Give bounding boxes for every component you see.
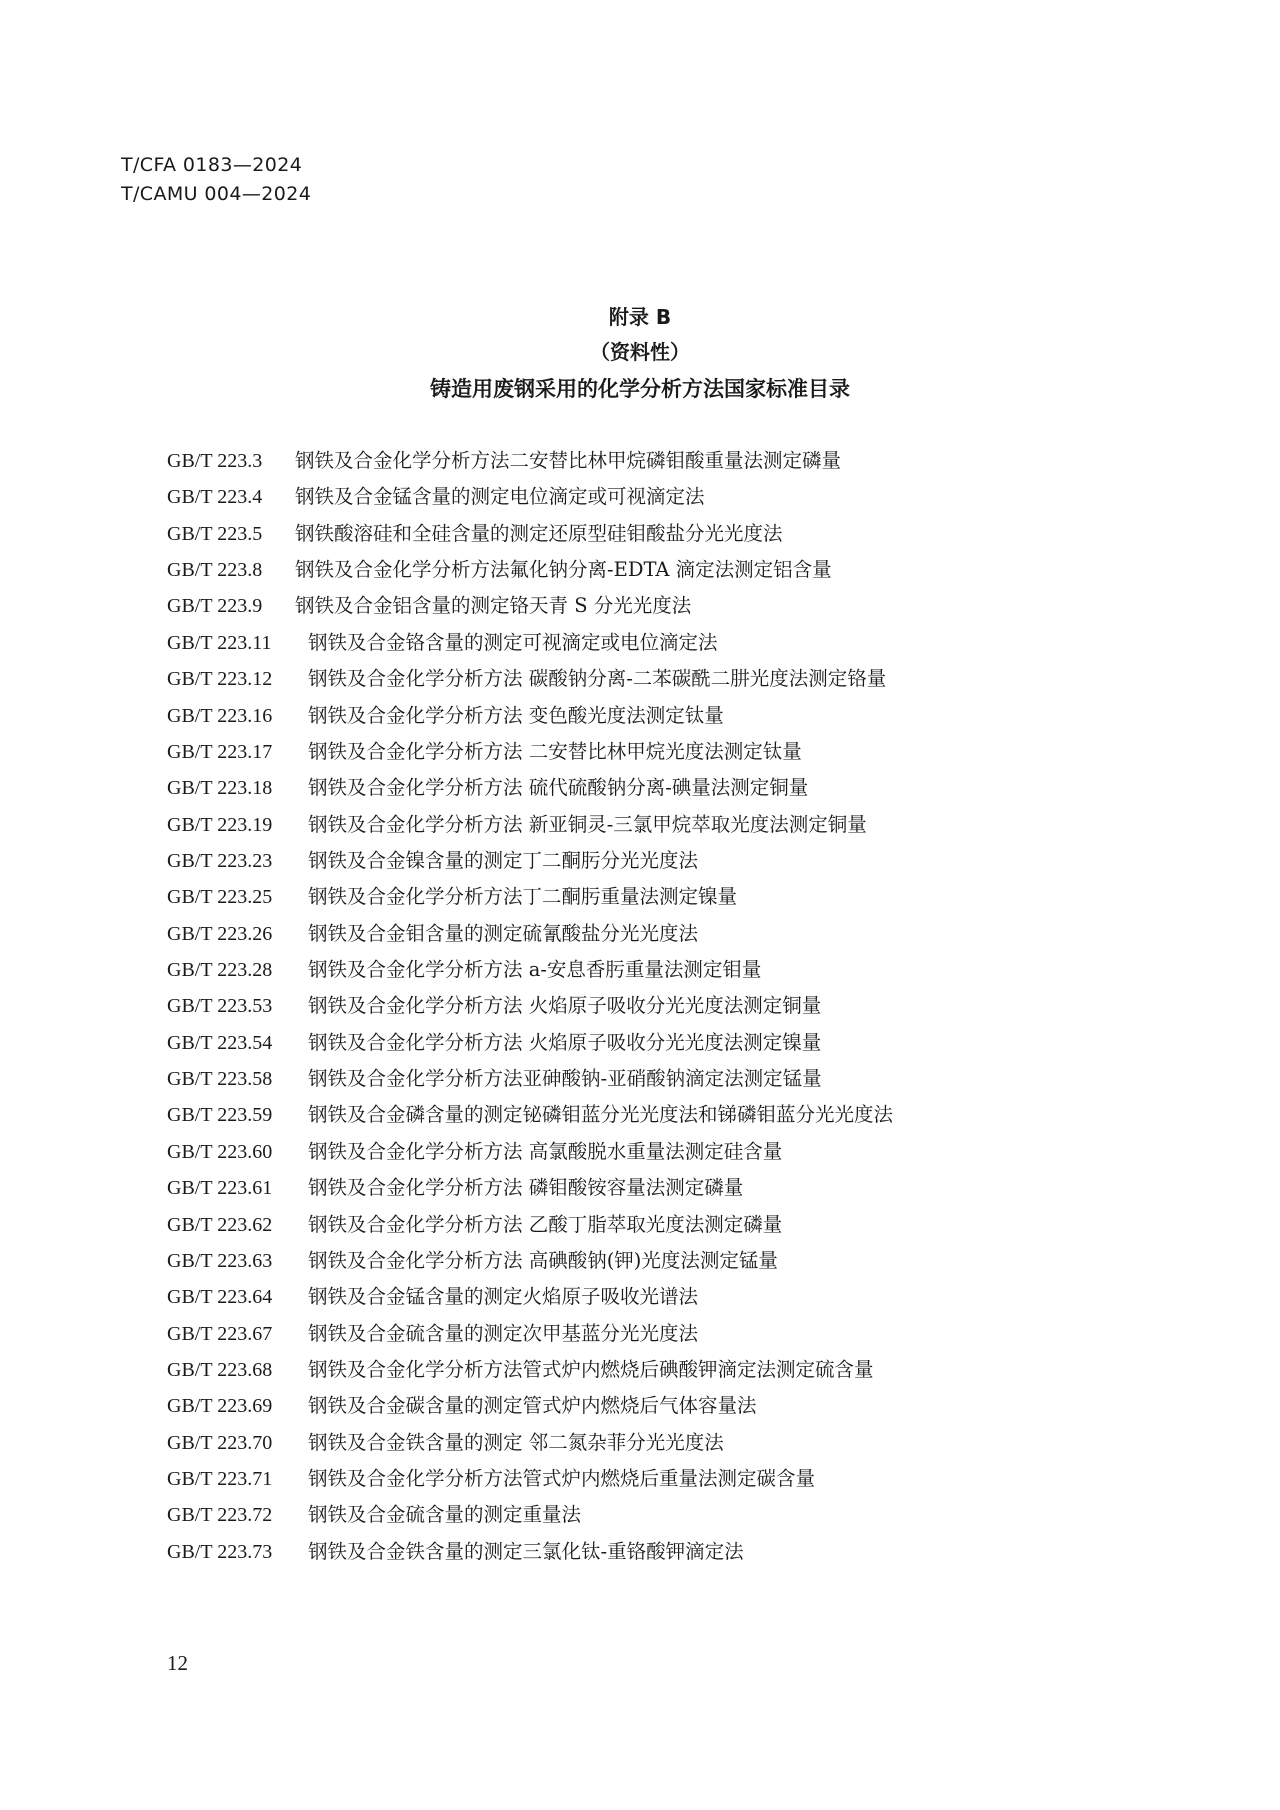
standard-entry <box>167 1279 893 1315</box>
standard-number: GB/T 223.23 <box>167 849 273 872</box>
standard-code-cfa: T/CFA 0183—2024 <box>121 154 303 176</box>
standard-title: 钢铁及合金化学分析方法二安替比林甲烷磷钼酸重量法测定磷量 <box>295 449 842 472</box>
standard-title: 钢铁及合金钼含量的测定硫氰酸盐分光光度法 <box>308 921 699 945</box>
standard-number: GB/T 223.12 <box>167 668 273 691</box>
standard-number: GB/T 223.61 <box>167 1177 273 1200</box>
standard-number: GB/T 223.69 <box>167 1395 273 1418</box>
standard-title: 钢铁及合金化学分析方法 变色酸光度法测定钛量 <box>308 703 724 727</box>
standard-entry <box>167 1461 893 1497</box>
standard-entry <box>167 1316 893 1352</box>
standard-entry <box>167 1243 893 1279</box>
standard-entry <box>167 698 893 734</box>
standard-number: GB/T 223.62 <box>167 1213 273 1236</box>
standard-number: GB/T 223.5 <box>167 522 263 545</box>
standard-entry <box>167 1061 893 1097</box>
standard-title: 钢铁及合金化学分析方法 硫代硫酸钠分离-碘量法测定铜量 <box>308 776 809 800</box>
standard-number: GB/T 223.9 <box>167 595 263 618</box>
standard-title: 钢铁及合金化学分析方法管式炉内燃烧后重量法测定碳含量 <box>308 1467 816 1491</box>
standard-entry <box>167 1025 893 1061</box>
standard-title: 钢铁及合金铝含量的测定铬天青 S 分光光度法 <box>295 594 692 618</box>
standard-number: GB/T 223.19 <box>167 813 273 836</box>
standard-number: GB/T 223.53 <box>167 995 273 1018</box>
page-number: 12 <box>167 1651 188 1675</box>
standard-entry <box>167 661 893 697</box>
standard-number: GB/T 223.58 <box>167 1068 273 1091</box>
standard-number: GB/T 223.64 <box>167 1286 273 1309</box>
standard-title: 钢铁及合金化学分析方法 火焰原子吸收分光光度法测定铜量 <box>308 994 822 1018</box>
standard-number: GB/T 223.11 <box>167 631 272 654</box>
standard-title: 钢铁及合金铁含量的测定 邻二氮杂菲分光光度法 <box>308 1430 724 1454</box>
standard-number: GB/T 223.72 <box>167 1504 273 1527</box>
standard-title: 钢铁及合金硫含量的测定重量法 <box>308 1503 582 1527</box>
standard-title: 钢铁及合金化学分析方法 高碘酸钠(钾)光度法测定锰量 <box>308 1248 778 1272</box>
standard-number: GB/T 223.54 <box>167 1031 273 1054</box>
standard-number: GB/T 223.59 <box>167 1104 273 1127</box>
standard-number: GB/T 223.28 <box>167 959 273 982</box>
standard-entry <box>167 1352 893 1388</box>
standard-number: GB/T 223.3 <box>167 450 263 472</box>
standard-title: 钢铁及合金化学分析方法亚砷酸钠-亚硝酸钠滴定法测定锰量 <box>308 1067 822 1091</box>
standard-number: GB/T 223.17 <box>167 740 273 763</box>
standard-title: 钢铁及合金化学分析方法 新亚铜灵-三氯甲烷萃取光度法测定铜量 <box>308 812 867 836</box>
standard-entry <box>167 952 893 988</box>
standard-title: 钢铁及合金化学分析方法 乙酸丁脂萃取光度法测定磷量 <box>308 1212 783 1236</box>
standard-number: GB/T 223.67 <box>167 1322 273 1345</box>
standard-number: GB/T 223.73 <box>167 1540 273 1563</box>
standard-number: GB/T 223.18 <box>167 777 273 800</box>
standard-entry <box>167 1170 893 1206</box>
standard-title: 钢铁及合金化学分析方法氟化钠分离-EDTA 滴定法测定铝含量 <box>295 558 832 582</box>
standard-entry <box>167 734 893 770</box>
standard-title: 钢铁及合金化学分析方法 火焰原子吸收分光光度法测定镍量 <box>308 1030 822 1054</box>
standard-entry <box>167 516 893 552</box>
standard-entry <box>167 588 893 624</box>
standard-title: 钢铁及合金碳含量的测定管式炉内燃烧后气体容量法 <box>308 1394 757 1418</box>
standard-entry <box>167 1388 893 1424</box>
standard-entry <box>167 988 893 1024</box>
standard-entry <box>167 1534 893 1570</box>
standard-number: GB/T 223.63 <box>167 1249 273 1272</box>
standard-entry <box>167 916 893 952</box>
standard-number: GB/T 223.60 <box>167 1140 273 1163</box>
appendix-nature: （资料性） <box>590 340 690 364</box>
standard-title: 钢铁及合金镍含量的测定丁二酮肟分光光度法 <box>308 848 699 872</box>
standard-entry <box>167 879 893 915</box>
standard-entry <box>167 1134 893 1170</box>
standard-title: 钢铁及合金铬含量的测定可视滴定或电位滴定法 <box>308 630 718 654</box>
standard-number: GB/T 223.71 <box>167 1468 273 1491</box>
standard-entry <box>167 552 893 588</box>
standard-code-camu: T/CAMU 004—2024 <box>121 183 312 205</box>
standard-title: 钢铁及合金铁含量的测定三氯化钛-重铬酸钾滴定法 <box>308 1539 744 1563</box>
standard-number: GB/T 223.70 <box>167 1431 273 1454</box>
standard-entry <box>167 479 893 515</box>
standard-number: GB/T 223.16 <box>167 704 273 727</box>
standard-title: 钢铁及合金化学分析方法丁二酮肟重量法测定镍量 <box>308 885 738 909</box>
standard-number: GB/T 223.26 <box>167 922 273 945</box>
standard-title: 钢铁及合金硫含量的测定次甲基蓝分光光度法 <box>308 1321 699 1345</box>
standard-entry <box>167 843 893 879</box>
standard-title: 钢铁及合金化学分析方法 高氯酸脱水重量法测定硅含量 <box>308 1139 783 1163</box>
standard-entry <box>167 807 893 843</box>
standard-title: 钢铁及合金锰含量的测定电位滴定或可视滴定法 <box>295 485 705 509</box>
standard-number: GB/T 223.68 <box>167 1358 273 1381</box>
standards-list <box>167 443 893 1570</box>
standard-entry <box>167 770 893 806</box>
standard-title: 钢铁及合金化学分析方法 a-安息香肟重量法测定钼量 <box>308 958 762 982</box>
standard-title: 钢铁及合金化学分析方法 碳酸钠分离-二苯碳酰二肼光度法测定铬量 <box>308 667 887 691</box>
standard-entry <box>167 1425 893 1461</box>
appendix-label: 附录 B <box>608 305 672 329</box>
standard-title: 钢铁及合金化学分析方法 磷钼酸铵容量法测定磷量 <box>308 1176 744 1200</box>
standard-title: 钢铁及合金化学分析方法 二安替比林甲烷光度法测定钛量 <box>308 739 802 763</box>
appendix-title: 铸造用废钢采用的化学分析方法国家标准目录 <box>430 377 850 401</box>
standard-number: GB/T 223.25 <box>167 886 273 909</box>
standard-title: 钢铁及合金磷含量的测定铋磷钼蓝分光光度法和锑磷钼蓝分光光度法 <box>308 1103 894 1127</box>
standard-entry <box>167 1097 893 1133</box>
standard-title: 钢铁及合金锰含量的测定火焰原子吸收光谱法 <box>308 1285 699 1309</box>
standard-entry <box>167 1497 893 1533</box>
standard-entry <box>167 625 893 661</box>
standard-number: GB/T 223.8 <box>167 559 263 582</box>
standard-number: GB/T 223.4 <box>167 486 263 509</box>
standard-entry <box>167 443 893 479</box>
standard-title: 钢铁及合金化学分析方法管式炉内燃烧后碘酸钾滴定法测定硫含量 <box>308 1357 874 1381</box>
standard-title: 钢铁酸溶硅和全硅含量的测定还原型硅钼酸盐分光光度法 <box>295 521 783 545</box>
standard-entry <box>167 1207 893 1243</box>
